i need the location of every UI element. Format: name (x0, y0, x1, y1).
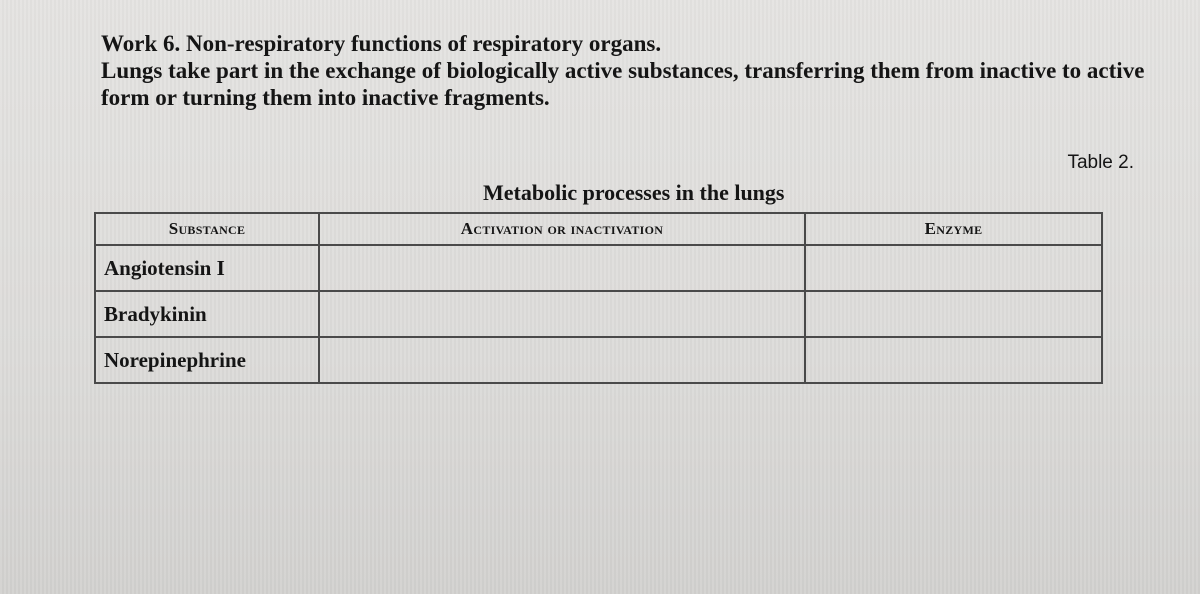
intro-paragraph: Lungs take part in the exchange of biologically active substances, transferring them from inactive to active form or turning them into inactive fragments. (101, 58, 1145, 110)
substance-cell: Bradykinin (95, 291, 319, 337)
metabolic-processes-table (94, 212, 1103, 384)
table-row (95, 337, 1102, 383)
work-title-line (101, 30, 1161, 57)
enzyme-cell[interactable] (805, 291, 1102, 337)
enzyme-cell[interactable] (805, 337, 1102, 383)
activation-cell[interactable] (319, 291, 805, 337)
activation-cell[interactable] (319, 337, 805, 383)
activation-cell[interactable] (319, 245, 805, 291)
table-number: Table 2. (1067, 152, 1134, 173)
work-title: Non-respiratory functions of respiratory organs. (185, 31, 662, 56)
table-caption: Metabolic processes in the lungs (483, 180, 785, 205)
work-label: Work 6. (101, 31, 181, 56)
substance-cell: Norepinephrine (95, 337, 319, 383)
enzyme-cell[interactable] (805, 245, 1102, 291)
substance-cell: Angiotensin I (95, 245, 319, 291)
header-substance: Substance (95, 213, 319, 245)
header-activation: Activation or inactivation (319, 213, 805, 245)
table-row (95, 291, 1102, 337)
header-enzyme: Enzyme (805, 213, 1102, 245)
table-row (95, 245, 1102, 291)
table-header-row (95, 213, 1102, 245)
work-heading (101, 30, 1161, 111)
